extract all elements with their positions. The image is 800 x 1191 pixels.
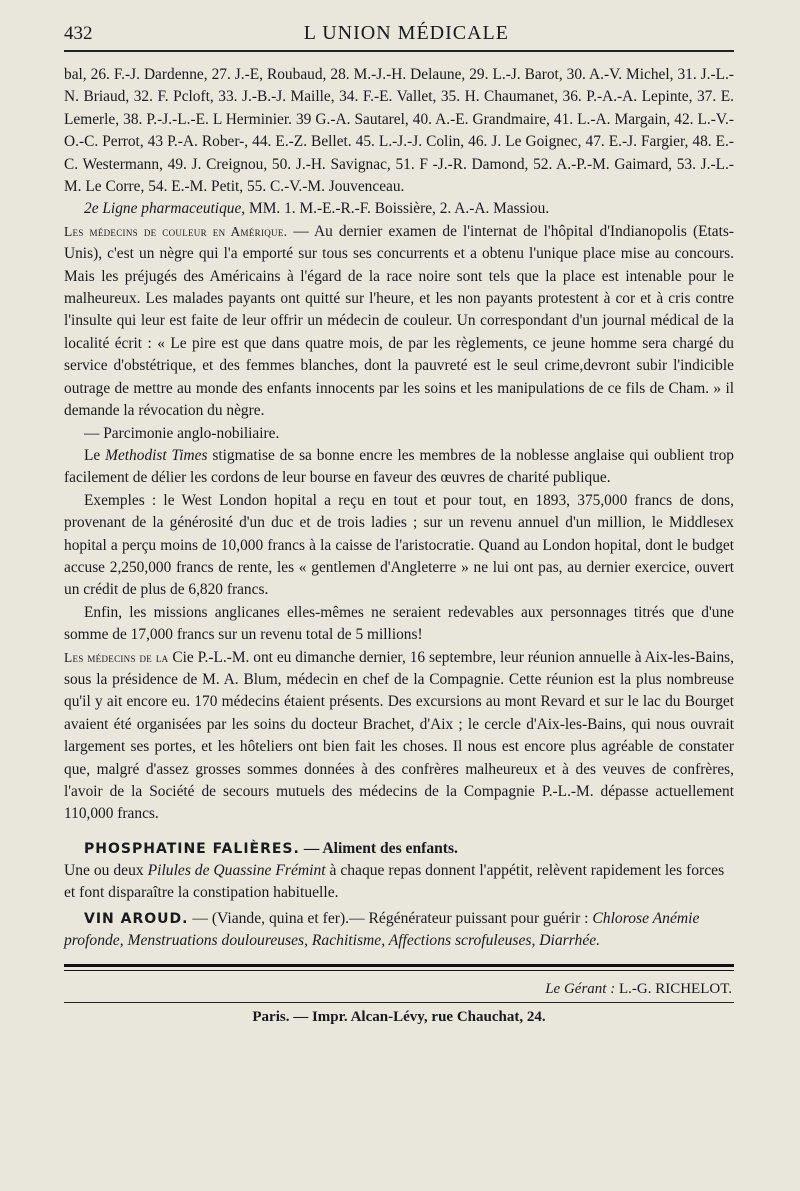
ad-phosphatine bbox=[64, 838, 734, 860]
gerant-name: L.-G. RICHELOT. bbox=[615, 980, 732, 997]
ad-subtitle: — Aliment des enfants. bbox=[299, 839, 458, 857]
text-span: à chaque repas donnent l'appétit, relèvent rapidement les forces et font disparaître la constipation habituelle. bbox=[64, 861, 725, 901]
printer-imprint: Paris. — Impr. Alcan-Lévy, rue Chauchat, 24. bbox=[252, 1008, 546, 1025]
article-heading: Les médecins de la bbox=[64, 649, 169, 665]
article-medecins-couleur bbox=[64, 221, 734, 423]
ad-pilules bbox=[64, 860, 734, 904]
text-span: Le bbox=[84, 446, 106, 464]
article-medecins-plm bbox=[64, 647, 734, 826]
article-paragraph bbox=[64, 445, 734, 490]
article-text: Cie P.-L.-M. ont eu dimanche dernier, 16 septembre, leur réunion annuelle à Aix-les-Bains, sous la présidence de M. A. Blum, médecin en chef de la Compagnie. Cette réunion est la plus nombreuse qu'il y ait encore eu. 170 médecins étaient présents. Des excursions au mont Revard et sur le lac du Bourget avaient été organisées par les soins du docteur Brachet, d'Aix ; le cercle d'Aix-les-Bains, qui nous ouvrait largement ses portes, et les hôteliers ont bien fait les choses. Il nous est encore plus agréable de constater que, malgré d'assez grosses sommes données à des confrères malheureux et à des veuves de confrères, l'avoir de la Société de secours mutuels des médecins de la Compagnie P.-L.-M. dépasse actuellement 110,000 francs. bbox=[64, 648, 734, 823]
newspaper-title: Methodist Times bbox=[105, 446, 208, 464]
footer-rule bbox=[64, 1002, 734, 1003]
text-span: — (Viande, quina et fer).— Régénérateur puissant pour guérir : bbox=[188, 909, 593, 927]
product-name: Pilules de Quassine Frémint bbox=[147, 861, 326, 879]
article-heading-parcimonie: — Parcimonie anglo-nobiliaire. bbox=[84, 424, 280, 442]
gerant-signature bbox=[64, 981, 732, 998]
page-number: 432 bbox=[64, 23, 93, 44]
article-heading: Les médecins de couleur en Amérique. bbox=[64, 223, 288, 239]
ad-vin-aroud bbox=[64, 908, 734, 952]
ligne-pharmaceutique bbox=[64, 198, 734, 220]
ligne-text: MM. 1. M.-E.-R.-F. Boissière, 2. A.-A. Massiou. bbox=[245, 200, 550, 218]
article-paragraph: Exemples : le West London hopital a reçu en tout et pour tout, en 1893, 375,000 francs de dons, provenant de la générosité d'un duc et de trois ladies ; sur un revenu annuel d'un million, le Middlesex hopital a perçu moins de 10,000 francs à la caisse de l'aristocratie. Quand au London hopital, dont le budget accuse 2,250,000 francs de rente, les « gentlemen d'Angleterre » ne lui ont pas, au dernier exercice, ouvert un crédit de plus de 6,820 francs. bbox=[64, 491, 734, 599]
ligne-label: 2e Ligne pharmaceutique, bbox=[84, 200, 246, 218]
double-rule bbox=[64, 964, 734, 971]
article-text: — Au dernier examen de l'internat de l'hôpital d'Indianopolis (Etats-Unis), c'est un nègre qui l'a emporté sur tous ses concurrents et a obtenu l'unique place mise au concours. Mais les préjugés des Américains à l'égard de la race noire sont tels que la place est intenable pour le malheureux. Les malades payants ont quitté sur l'heure, et les non payants protestent à cor et à cris contre l'insulte qui leur est faite de leur offrir un médecin de couleur. Un correspondant d'un journal médical de la localité écrit : « Le pire est que dans quatre mois, de par les règlements, ce jeune homme sera chargé du service d'obstétrique, et des femmes blanches, dont la pauvreté est le seul crime,devront subir l'indicible outrage de mettre au monde des enfants innocents par les soins et les manipulations de ce fils de Cham. » il demande la révocation du nègre. bbox=[64, 222, 734, 420]
body-text bbox=[64, 64, 734, 826]
advertisements bbox=[64, 838, 734, 952]
gerant-label: Le Gérant : bbox=[545, 980, 616, 997]
ad-title: PHOSPHATINE FALIÈRES. bbox=[84, 840, 300, 857]
page-header bbox=[64, 22, 734, 44]
text-span: stigmatise de sa bonne encre les membres de la noblesse anglaise qui oublient trop facilement de délier les cordons de leur bourse en faveur des œuvres de charité publique. bbox=[64, 446, 734, 487]
indications: Chlorose Anémie profonde, Menstruations douloureuses, Rachitisme, Affections scrofuleuses, Diarrhée. bbox=[64, 909, 700, 949]
header-rule bbox=[64, 50, 734, 52]
ad-title: VIN AROUD. bbox=[84, 910, 189, 927]
laureate-list: bal, 26. F.-J. Dardenne, 27. J.-E, Roubaud, 28. M.-J.-H. Delaune, 29. L.-J. Barot, 30. A.-V. Michel, 31. J.-L.-N. Briaud, 32. F. Pcloft, 33. J.-B.-J. Maille, 34. F.-E. Vallet, 35. H. Chaumanet, 36. P.-A.-A. Lepinte, 37. E. Lemerle, 38. P.-J.-L.-E. L Herminier. 39 G.-A. Sautarel, 40. A.-E. Grandmaire, 41. L.-A. Margain, 42. L.-V.-O.-C. Perrot, 43 P.-A. Rober-, 44. E.-Z. Bellet. 45. L.-J.-J. Colin, 46. J. Le Goignec, 47. E.-J. Fargier, 48. E.-C. Westermann, 49. J. Creignou, 50. J.-H. Savignac, 51. F -J.-R. Damond, 52. A.-P.-M. Gaimard, 53. J.-L.-M. Le Corre, 54. E.-M. Petit, 55. C.-V.-M. Jouvenceau. bbox=[64, 66, 734, 196]
running-title: L UNION MÉDICALE bbox=[303, 22, 509, 44]
article-paragraph: Enfin, les missions anglicanes elles-mêmes ne seraient redevables aux personnages titrés que d'une somme de 17,000 francs sur un revenu total de 5 millions! bbox=[64, 603, 734, 644]
text-span: Une ou deux bbox=[64, 861, 148, 879]
